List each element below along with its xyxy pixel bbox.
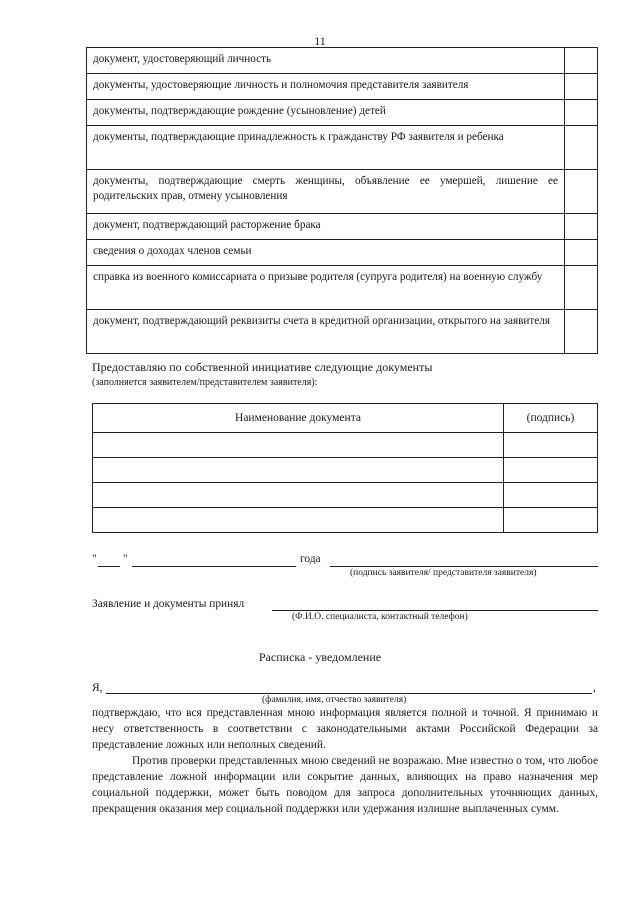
month-field[interactable] <box>132 566 296 567</box>
signature-cell[interactable] <box>504 458 598 483</box>
receipt-i: Я, <box>92 682 103 694</box>
receipt-title: Расписка - уведомление <box>258 650 382 664</box>
document-name-cell[interactable] <box>93 483 504 508</box>
checkbox-cell[interactable] <box>565 266 598 310</box>
table-row <box>87 266 598 310</box>
checkbox-cell[interactable] <box>565 240 598 266</box>
own-initiative-heading: Предоставляю по собственной инициативе следующие документы <box>92 360 433 374</box>
checkbox-cell[interactable] <box>565 100 598 126</box>
document-item: сведения о доходах членов семьи <box>87 240 565 266</box>
applicant-signature-field[interactable] <box>330 566 598 567</box>
table-row <box>93 508 598 533</box>
day-field[interactable] <box>98 566 120 567</box>
document-item: документ, подтверждающий расторжение брака <box>87 214 565 240</box>
signature-cell[interactable] <box>504 508 598 533</box>
year-word: года <box>300 553 321 565</box>
own-initiative-note: (заполняется заявителем/представителем заявителя): <box>92 377 318 388</box>
own-documents-table <box>92 403 598 533</box>
checkbox-cell[interactable] <box>565 170 598 214</box>
receipt-paragraph-2: Против проверки представленных мною сведений не возражаю. Мне известно о том, что любое представление ложной информации или сокрытие данных, влияющих на право назначения мер социальной поддержки, может быть поводом для запроса дополнительных уточняющих данных, прекращения оказания мер социальной поддержки или удержания излишне выплаченных сумм. <box>92 755 598 815</box>
document-name-cell[interactable] <box>93 508 504 533</box>
checkbox-cell[interactable] <box>565 214 598 240</box>
page-number: 11 <box>314 34 326 48</box>
table-row <box>93 458 598 483</box>
table-header-row <box>93 404 598 433</box>
table-row <box>87 170 598 214</box>
checkbox-cell[interactable] <box>565 74 598 100</box>
accepted-label: Заявление и документы принял <box>92 598 245 610</box>
signature-cell[interactable] <box>504 433 598 458</box>
checkbox-cell[interactable] <box>565 48 598 74</box>
table-row <box>93 433 598 458</box>
quote-open: " <box>92 553 97 565</box>
specialist-caption: (Ф.И.О. специалиста, контактный телефон) <box>292 612 468 622</box>
checkbox-cell[interactable] <box>565 310 598 354</box>
document-item: документы, подтверждающие принадлежность к гражданству РФ заявителя и ребенка <box>87 126 565 170</box>
table-row <box>87 74 598 100</box>
document-item: документы, удостоверяющие личность и полномочия представителя заявителя <box>87 74 565 100</box>
column-header-sign: (подпись) <box>504 404 598 433</box>
document-item: документы, подтверждающие рождение (усыновление) детей <box>87 100 565 126</box>
applicant-name-caption: (фамилия, имя, отчество заявителя) <box>262 695 407 705</box>
table-row <box>87 310 598 354</box>
table-row <box>87 126 598 170</box>
receipt-paragraph-1: подтверждаю, что вся представленная мною информация является полной и точной. Я принимаю и несу ответственность в соответствии с законодательными актами Российской Федерации за представление ложных или неполных сведений. <box>92 707 598 751</box>
document-item: документ, удостоверяющий личность <box>87 48 565 74</box>
table-row <box>93 483 598 508</box>
table-row <box>87 48 598 74</box>
document-item: документы, подтверждающие смерть женщины, объявление ее умершей, лишение ее родительских прав, отмену усыновления <box>87 170 565 214</box>
required-documents-table <box>86 47 598 354</box>
table-row <box>87 240 598 266</box>
document-name-cell[interactable] <box>93 433 504 458</box>
table-row <box>87 214 598 240</box>
column-header-name: Наименование документа <box>93 404 504 433</box>
signature-caption: (подпись заявителя/ представителя заявителя) <box>350 568 537 578</box>
specialist-field[interactable] <box>272 610 598 611</box>
document-item: справка из военного комиссариата о призыве родителя (супруга родителя) на военную службу <box>87 266 565 310</box>
checkbox-cell[interactable] <box>565 126 598 170</box>
receipt-comma: , <box>593 682 596 694</box>
document-name-cell[interactable] <box>93 458 504 483</box>
document-item: документ, подтверждающий реквизиты счета в кредитной организации, открытого на заявителя <box>87 310 565 354</box>
applicant-name-field[interactable] <box>106 693 592 694</box>
quote-close: " <box>123 553 128 565</box>
table-row <box>87 100 598 126</box>
signature-cell[interactable] <box>504 483 598 508</box>
